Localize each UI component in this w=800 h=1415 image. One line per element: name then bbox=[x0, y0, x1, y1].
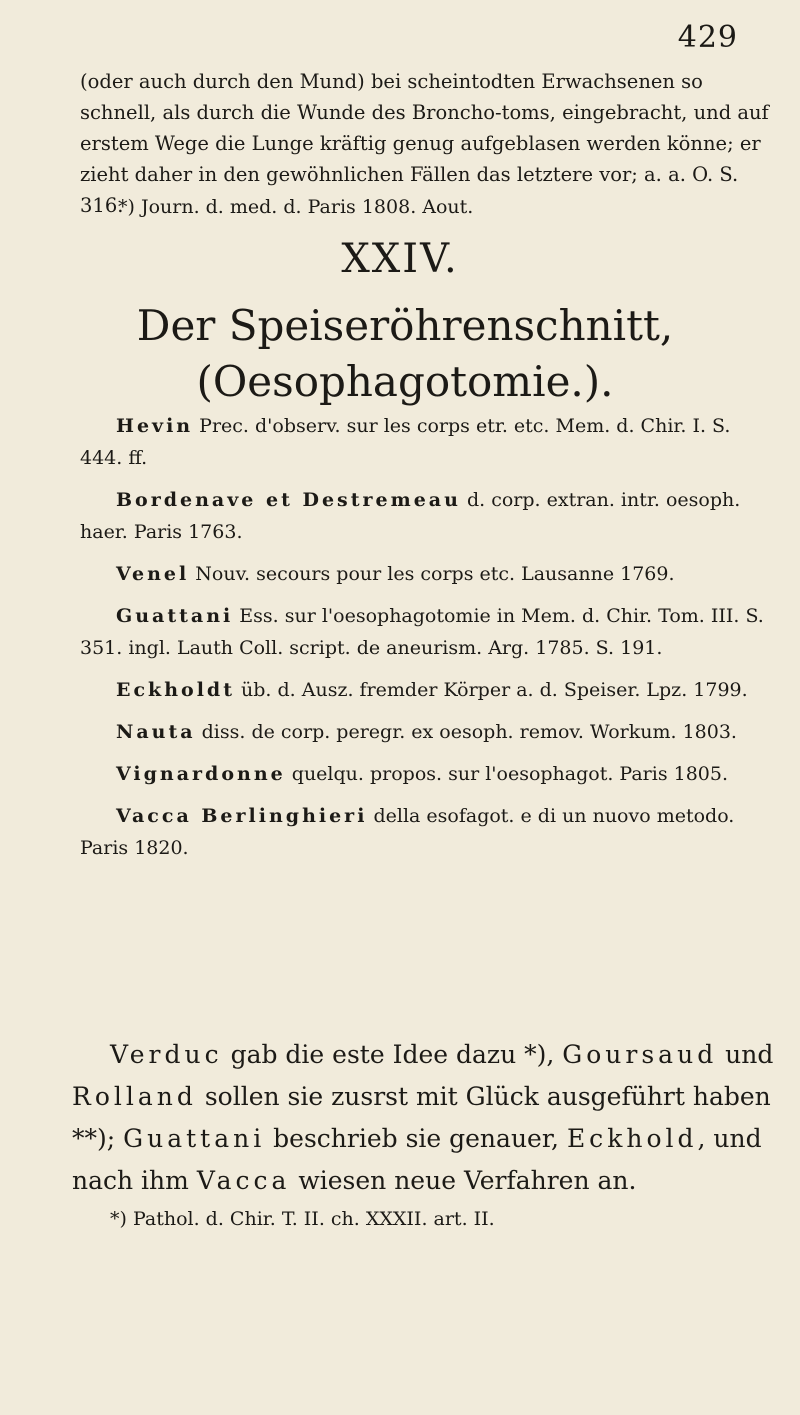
footnote-continuation: (oder auch durch den Mund) bei scheintodten Erwachsenen so schnell, als durch die Wunde des Broncho-toms, eingebracht, und auf erstem Wege die Lunge kräftig genug aufgeblasen werden könne; er zieht daher in den gewöhnlichen Fällen das letztere vor; a. a. O. S. 316. bbox=[80, 70, 769, 217]
author-name: Vacca bbox=[196, 1166, 291, 1195]
reference-item bbox=[80, 716, 770, 748]
body-text-run: beschrieb sie genauer, bbox=[265, 1124, 567, 1153]
author-name: Verduc bbox=[110, 1040, 223, 1069]
reference-author: Guattani bbox=[116, 605, 234, 627]
body-paragraph bbox=[72, 1034, 776, 1202]
footnote-bottom: *) Pathol. d. Chir. T. II. ch. XXXII. art. II. bbox=[110, 1208, 495, 1230]
body-text-run: und bbox=[717, 1040, 774, 1069]
reference-author: Nauta bbox=[116, 721, 196, 743]
reference-text: diss. de corp. peregr. ex oesoph. remov. Workum. 1803. bbox=[201, 721, 737, 743]
reference-text: Ess. sur l'oesophagotomie in Mem. d. Chir. Tom. III. S. 351. ingl. Lauth Coll. script. de aneurism. Arg. 1785. S. 191. bbox=[80, 605, 764, 659]
reference-text: quelqu. propos. sur l'oesophagot. Paris 1805. bbox=[291, 763, 729, 785]
body-text-run: , und nach ihm bbox=[72, 1124, 762, 1195]
section-number: XXIV. bbox=[341, 236, 459, 282]
section-title: Der Speiseröhrenschnitt, (Oesophagotomie.). bbox=[136, 301, 674, 406]
reference-author: Vacca Berlinghieri bbox=[116, 805, 368, 827]
reference-item bbox=[80, 600, 770, 664]
reference-item bbox=[80, 410, 770, 474]
author-name: Rolland bbox=[72, 1082, 197, 1111]
page-number: 429 bbox=[677, 20, 738, 55]
footnote-journal: *) Journ. d. med. d. Paris 1808. Aout. bbox=[118, 196, 474, 218]
author-name: Goursaud bbox=[562, 1040, 718, 1069]
reference-author: Eckholdt bbox=[116, 679, 235, 701]
reference-text: della esofagot. e di un nuovo metodo. Paris 1820. bbox=[80, 805, 735, 859]
reference-item bbox=[80, 674, 770, 706]
reference-author: Vignardonne bbox=[116, 763, 286, 785]
reference-text: d. corp. extran. intr. oesoph. haer. Paris 1763. bbox=[80, 489, 741, 543]
reference-author: Hevin bbox=[116, 415, 194, 437]
author-name: Guattani bbox=[123, 1124, 266, 1153]
reference-item bbox=[80, 484, 770, 548]
reference-text: Nouv. secours pour les corps etc. Lausanne 1769. bbox=[195, 563, 675, 585]
body-text-run: gab die este Idee dazu *), bbox=[222, 1040, 563, 1069]
body-text-run: sollen sie zusrst mit Glück ausgeführt haben **); bbox=[72, 1082, 771, 1153]
reference-item bbox=[80, 800, 770, 864]
author-name: Eckhold bbox=[566, 1124, 698, 1153]
reference-author: Bordenave et Destremeau bbox=[116, 489, 461, 511]
reference-item bbox=[80, 558, 770, 590]
reference-author: Venel bbox=[116, 563, 190, 585]
body-text-run: wiesen neue Verfahren an. bbox=[290, 1166, 637, 1195]
reference-text: Prec. d'observ. sur les corps etr. etc. Mem. d. Chir. I. S. 444. ff. bbox=[80, 415, 731, 469]
reference-list bbox=[80, 410, 770, 874]
reference-text: üb. d. Ausz. fremder Körper a. d. Speiser. Lpz. 1799. bbox=[241, 679, 748, 701]
reference-item bbox=[80, 758, 770, 790]
